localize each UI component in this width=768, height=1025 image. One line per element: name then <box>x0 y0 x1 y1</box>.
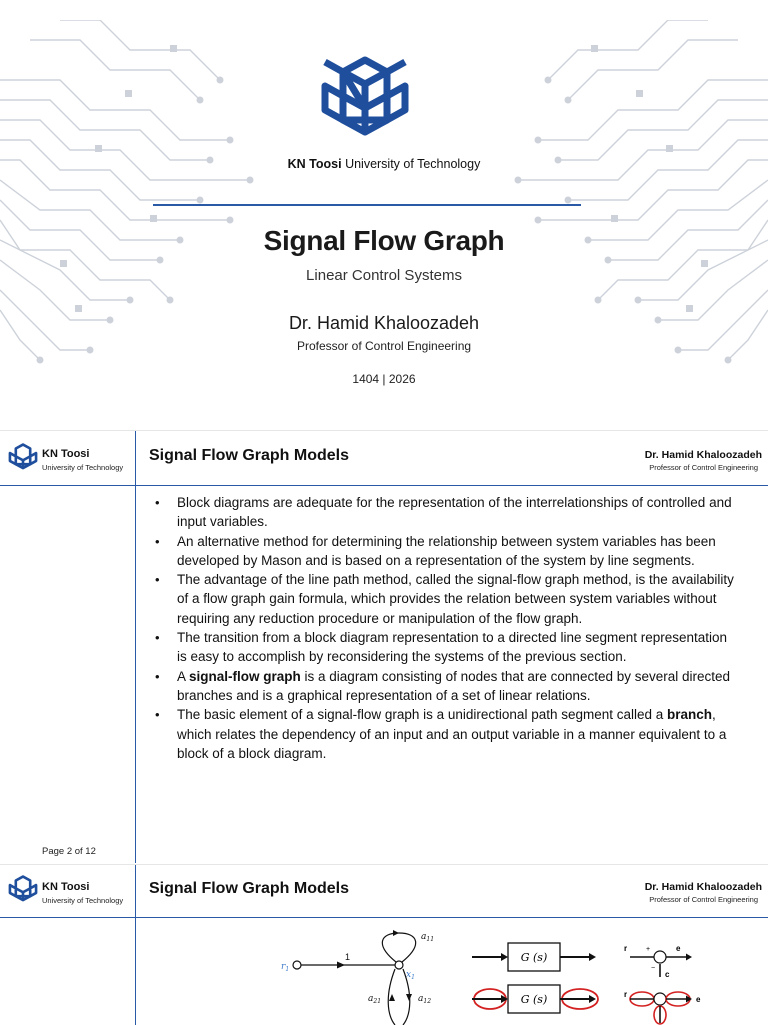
branch-arrow <box>389 994 395 1001</box>
header-author: Dr. Hamid Khaloozadeh <box>644 449 762 461</box>
header-role: Professor of Control Engineering <box>649 463 758 472</box>
label-r: r <box>624 990 628 999</box>
label-gain-1: 1 <box>345 952 351 962</box>
university-logo-small <box>6 441 40 473</box>
presentation-subtitle: Linear Control Systems <box>306 267 462 284</box>
label-x1: $x_1$ <box>406 970 415 981</box>
bullet-item: • An alternative method for determining the relationship between system variables has been developed by Mason and is based on a representation of the system by line segments. <box>150 532 735 571</box>
signal-flow-graph-diagram <box>275 925 455 1025</box>
bullet-item: • The transition from a block diagram representation to a directed line segment representation is easy to accomplish by reconsidering the systems of the previous section. <box>150 628 735 667</box>
header-divider <box>0 917 768 918</box>
slide-title: Signal Flow Graph Models <box>149 447 350 464</box>
label-a12: $a_{12}$ <box>418 994 432 1005</box>
node-r1 <box>293 961 301 969</box>
sidebar-divider <box>135 865 136 1025</box>
minus-sign: − <box>651 965 656 972</box>
university-logo <box>313 52 417 144</box>
summing-node <box>654 993 666 1005</box>
header-author: Dr. Hamid Khaloozadeh <box>644 881 762 893</box>
label-r1: $r_1$ <box>281 962 290 973</box>
block-input-arrow <box>501 953 508 961</box>
presentation-title: Signal Flow Graph <box>263 225 505 256</box>
date-line: 1404 | 2026 <box>352 372 416 386</box>
author-role: Professor of Control Engineering <box>296 339 472 353</box>
bullet-item: • The advantage of the line path method, called the signal-flow graph method, is the availability of a flow graph gain formula, which provides the relation between system variables without requiring any reduction procedure or manipulation of the flow graph. <box>150 570 735 628</box>
slide-signal-flow-graph-models-2 <box>0 864 768 1025</box>
org-name: KN Toosi <box>42 881 90 893</box>
block-to-branch-diagram <box>470 935 605 1025</box>
sum-output-arrow <box>686 954 692 961</box>
org-subtitle: University of Technology <box>42 463 124 472</box>
bullet-list <box>150 493 735 763</box>
self-loop-a11 <box>382 933 415 962</box>
summing-node <box>654 951 666 963</box>
sidebar-divider <box>135 431 136 863</box>
label-e: e <box>696 995 701 1004</box>
slide-title: Signal Flow Graph Models <box>149 880 350 897</box>
label-e: e <box>676 944 681 953</box>
bullet-item: • Block diagrams are adequate for the representation of the interrelationships of controlled and input variables. <box>150 493 735 532</box>
org-subtitle: University of Technology <box>42 896 124 905</box>
branch-arrow <box>406 994 412 1001</box>
self-loop-arrow <box>393 930 399 936</box>
title-slide <box>0 0 768 420</box>
label-c: c <box>665 970 670 979</box>
block-output-arrow <box>589 995 596 1003</box>
university-name: KN Toosi University of Technology <box>287 157 481 171</box>
branch-arrow <box>337 962 345 969</box>
block-label: G (s) <box>520 993 548 1006</box>
plus-sign: + <box>646 946 651 953</box>
header-role: Professor of Control Engineering <box>649 895 758 904</box>
summing-junction-diagram <box>620 937 720 1025</box>
bullet-item: • A signal-flow graph is a diagram consisting of nodes that are connected by several directed branches and is a graphical representation of a set of linear relations. <box>150 667 735 706</box>
block-label: G (s) <box>520 951 548 964</box>
university-logo-small <box>6 873 40 905</box>
header-divider <box>0 485 768 486</box>
bullet-item: • The basic element of a signal-flow graph is a unidirectional path segment called a branch, which relates the dependency of an input and an output variable in a manner equivalent to a block of a block diagram. <box>150 705 735 763</box>
title-divider <box>153 204 581 206</box>
block-output-arrow <box>589 953 596 961</box>
label-a21: $a_{21}$ <box>368 994 382 1005</box>
slide-signal-flow-graph-models <box>0 430 768 863</box>
node-x1 <box>395 961 403 969</box>
label-a11: $a_{11}$ <box>421 932 435 943</box>
label-r: r <box>624 944 628 953</box>
org-name: KN Toosi <box>42 448 90 460</box>
author-name: Dr. Hamid Khaloozadeh <box>288 313 480 333</box>
page-number: Page 2 of 12 <box>42 846 96 857</box>
